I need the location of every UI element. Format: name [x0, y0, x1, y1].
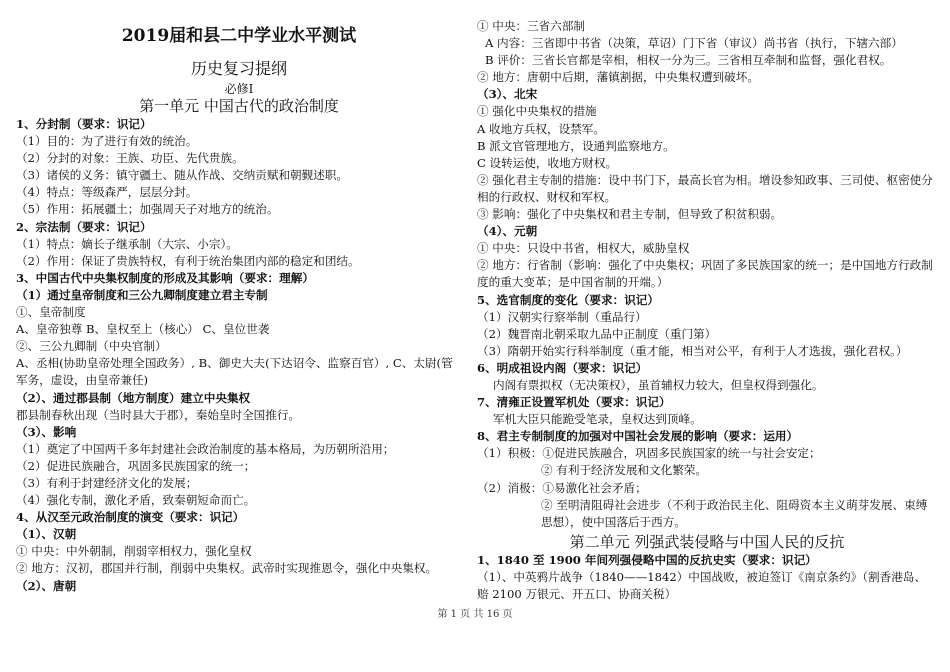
right-column — [477, 18, 937, 603]
text-line: ① 强化中央集权的措施 — [477, 104, 597, 119]
text-line: （4）特点：等级森严，层层分封。 — [16, 185, 198, 200]
subheading: （4）、元朝 — [477, 224, 538, 239]
text-line: （1）汉朝实行察举制（重品行） — [477, 309, 647, 324]
text-line: （1）奠定了中国两千多年封建社会政治制度的基本格局，为历朝所沿用； — [16, 441, 395, 456]
text-line: ② 地方：行省制（影响：强化了中央集权；巩固了多民族国家的统一；是中国地方行政制度的重大变革；是中国省制的开端。） — [477, 258, 933, 290]
text-line: （2）促进民族融合，巩固多民族国家的统一； — [16, 458, 256, 473]
unit1-title: 第一单元 中国古代的政治制度 — [139, 97, 339, 115]
text-line: （1）、中英鸦片战争（1840——1842）中国战败，被迫签订《南京条约》（割香港岛、赔 2100 万银元、开五口、协商关税） — [477, 569, 926, 601]
subheading: （3）、影响 — [16, 424, 77, 439]
heading-official-selection: 5、选官制度的变化（要求：识记） — [477, 292, 659, 307]
text-line: （1）特点：嫡长子继承制（大宗、小宗）。 — [16, 236, 238, 251]
text-line: （5）作用：拓展疆土；加强周天子对地方的统治。 — [16, 202, 279, 217]
text-line: （2）魏晋南北朝采取九品中正制度（重门第） — [477, 326, 717, 341]
text-line: ② 地方：汉初，郡国并行制，削弱中央集权。武帝时实现推恩令，强化中央集权。 — [16, 561, 438, 576]
text-line: （1）积极：①促进民族融合，巩固多民族国家的统一与社会安定； — [477, 446, 821, 461]
text-line: ② 至明清阻碍社会进步（不利于政治民主化、阻碍资本主义萌芽发展、束缚思想），使中国落后于西方。 — [541, 497, 928, 529]
compulsory-label: 必修Ⅰ — [224, 82, 254, 96]
heading-grand-council: 7、清雍正设置军机处（要求：识记） — [477, 395, 671, 410]
heading-feudal-system: 1、分封制（要求：识记） — [16, 117, 152, 131]
text-line: ② 强化君主专制的措施：设中书门下，最高长官为相。增设参知政事、三司使、枢密使分相的行政权、财权和军权。 — [477, 172, 933, 204]
text-line: （2）作用：保证了贵族特权，有利于统治集团内部的稳定和团结。 — [16, 253, 360, 268]
heading-centralization: 3、中国古代中央集权制度的形成及其影响（要求：理解） — [16, 270, 314, 285]
text-line: （3）隋朝开始实行科举制度（重才能，相当对公平，有利于人才选拔，强化君权。） — [477, 343, 908, 358]
text-line: 军机大臣只能跪受笔录，皇权达到顶峰。 — [493, 412, 702, 427]
text-line: ①、皇帝制度 — [16, 305, 86, 320]
text-line: ②、三公九卿制（中央官制） — [16, 339, 167, 354]
heading-invasion-history: 1、1840 至 1900 年间列强侵略中国的反抗史实（要求：识记） — [477, 552, 817, 567]
text-line: ① 中央：只设中书省，相权大，威胁皇权 — [477, 241, 690, 256]
text-line: A、丞相(协助皇帝处理全国政务）, B、御史大夫(下达诏令、监察百官）, C、太尉(管军务，虚设，由皇帝兼任) — [16, 356, 453, 388]
text-line: B 派文官管理地方，设通判监察地方。 — [477, 138, 675, 153]
text-line: ① 中央：中外朝制，削弱宰相权力，强化皇权 — [16, 544, 252, 559]
unit2-title: 第二单元 列强武装侵略与中国人民的反抗 — [569, 532, 845, 551]
text-line: A 收地方兵权，设禁军。 — [477, 121, 605, 136]
text-line: B 评价：三省长官都是宰相，相权一分为三。三省相互牵制和监督，强化君权。 — [485, 53, 892, 68]
text-line: （4）强化专制，激化矛盾，致秦朝短命而亡。 — [16, 493, 256, 508]
heading-evolution: 4、从汉至元政治制度的演变（要求：识记） — [16, 510, 245, 525]
heading-autocracy-impact: 8、君主专制制度的加强对中国社会发展的影响（要求：运用） — [477, 429, 799, 444]
text-line: ③ 影响：强化了中央集权和君主专制，但导致了积贫积弱。 — [477, 207, 783, 222]
heading-patriarchal-system: 2、宗法制（要求：识记） — [16, 219, 152, 234]
text-line: ① 中央：三省六部制 — [477, 19, 586, 33]
text-line: （1）目的：为了进行有效的统治。 — [16, 134, 198, 149]
subheading: （1）、汉朝 — [16, 527, 77, 542]
text-line: ② 地方：唐朝中后期，藩镇割据，中央集权遭到破坏。 — [477, 70, 759, 85]
text-line: A、皇帝独尊 B、皇权至上（核心） C、皇位世袭 — [16, 322, 270, 337]
left-column — [16, 18, 462, 595]
text-line: （2）分封的对象：王族、功臣、先代贵族。 — [16, 151, 244, 166]
subheading: （2）、唐朝 — [16, 578, 77, 593]
heading-cabinet: 6、明成祖设内阁（要求：识记） — [477, 360, 648, 375]
page-footer: 第 1 页 共 16 页 — [437, 609, 513, 620]
document-title: 2019届和县二中学业水平测试 — [121, 26, 357, 46]
document-subtitle: 历史复习提纲 — [190, 59, 287, 78]
text-line: 郡县制春秋出现（当时县大于郡），秦始皇时全国推行。 — [16, 407, 301, 422]
text-line: C 设转运使，收地方财权。 — [477, 155, 618, 170]
subheading: （1）通过皇帝制度和三公九卿制度建立君主专制 — [16, 287, 268, 302]
text-line: ② 有利于经济发展和文化繁荣。 — [541, 463, 707, 478]
text-line: 内阁有票拟权（无决策权），虽首辅权力较大，但皇权得到强化。 — [493, 377, 824, 392]
subheading: （2）、通过郡县制（地方制度）建立中央集权 — [16, 390, 251, 405]
subheading: （3）、北宋 — [477, 87, 538, 102]
text-line: A 内容：三省即中书省（决策，草诏）门下省（审议）尚书省（执行，下辖六部） — [485, 36, 903, 51]
text-line: （2）消极：①易激化社会矛盾； — [477, 480, 647, 495]
text-line: （3）诸侯的义务：镇守疆土、随从作战、交纳贡赋和朝觐述职。 — [16, 168, 349, 183]
text-line: （3）有利于封建经济文化的发展； — [16, 475, 198, 490]
